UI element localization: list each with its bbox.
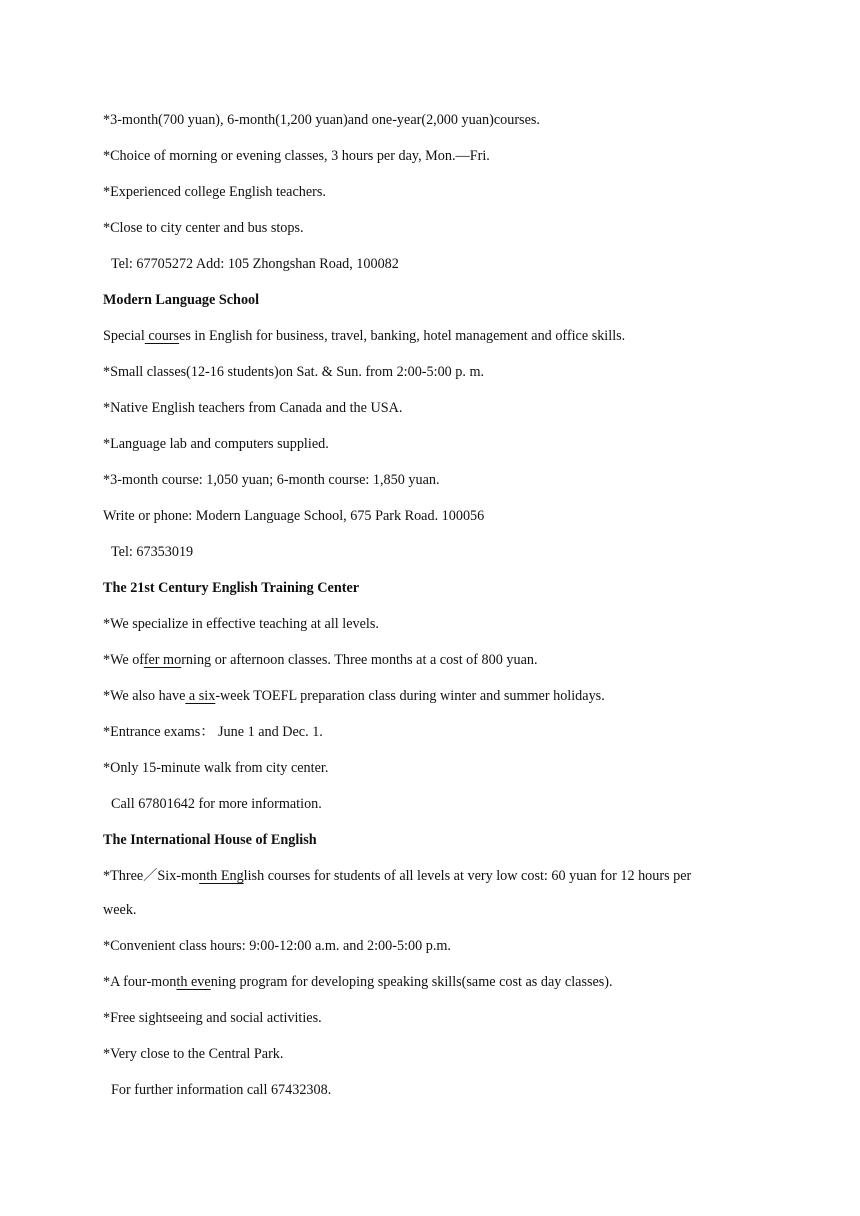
- course-bullet: *Small classes(12-16 students)on Sat. & Sun. from 2:00-5:00 p. m.: [103, 364, 485, 380]
- underlined-text: a six: [185, 688, 216, 704]
- bullet-text: *We also have: [103, 688, 186, 704]
- course-bullet: [103, 867, 691, 885]
- course-bullet: *Language lab and computers supplied.: [103, 436, 329, 452]
- bullet-text: *A four-mon: [103, 974, 177, 990]
- course-bullet: *We specialize in effective teaching at all levels.: [103, 616, 379, 632]
- school-title: The International House of English: [103, 832, 317, 848]
- contact-line: Tel: 67353019: [111, 544, 194, 560]
- course-bullet: *Very close to the Central Park.: [103, 1046, 284, 1062]
- bullet-text: ning program for developing speaking skills(same cost as day classes).: [210, 974, 613, 990]
- course-bullet: *Entrance exams： June 1 and Dec. 1.: [103, 724, 323, 740]
- school-title: Modern Language School: [103, 292, 260, 308]
- school-intro: [103, 327, 625, 345]
- course-bullet: *3-month(700 yuan), 6-month(1,200 yuan)and one-year(2,000 yuan)courses.: [103, 112, 540, 128]
- bullet-text: -week TOEFL preparation class during winter and summer holidays.: [215, 688, 605, 704]
- contact-line: For further information call 67432308.: [111, 1082, 332, 1098]
- course-bullet: [103, 973, 613, 991]
- bullet-text: rning or afternoon classes. Three months at a cost of 800 yuan.: [181, 652, 538, 668]
- underlined-text: nth Eng: [199, 868, 244, 884]
- intro-text: Special: [103, 328, 145, 344]
- bullet-text: *Three／Six-mo: [103, 868, 200, 884]
- course-bullet: [103, 651, 538, 669]
- course-bullet: *Free sightseeing and social activities.: [103, 1010, 322, 1026]
- course-bullet: *Close to city center and bus stops.: [103, 220, 304, 236]
- bullet-text: lish courses for students of all levels at very low cost: 60 yuan for 12 hours per: [243, 868, 692, 884]
- school-title: The 21st Century English Training Center: [103, 580, 360, 596]
- bullet-text: *We of: [103, 652, 144, 668]
- contact-line: Call 67801642 for more information.: [111, 796, 322, 812]
- course-bullet: *Choice of morning or evening classes, 3 hours per day, Mon.—Fri.: [103, 148, 490, 164]
- contact-line: Tel: 67705272 Add: 105 Zhongshan Road, 100082: [111, 256, 399, 272]
- course-bullet: *3-month course: 1,050 yuan; 6-month course: 1,850 yuan.: [103, 472, 440, 488]
- course-bullet: *Convenient class hours: 9:00-12:00 a.m. and 2:00-5:00 p.m.: [103, 938, 451, 954]
- course-bullet: [103, 687, 605, 705]
- intro-text: es in English for business, travel, banking, hotel management and office skills.: [179, 328, 626, 344]
- underlined-text: fer mo: [143, 652, 182, 668]
- course-bullet-continuation: week.: [103, 902, 137, 918]
- underlined-text: cours: [144, 328, 180, 344]
- course-bullet: *Only 15-minute walk from city center.: [103, 760, 329, 776]
- contact-line: Write or phone: Modern Language School, 675 Park Road. 100056: [103, 508, 485, 524]
- underlined-text: th eve: [176, 974, 211, 990]
- course-bullet: *Native English teachers from Canada and the USA.: [103, 400, 403, 416]
- course-bullet: *Experienced college English teachers.: [103, 184, 326, 200]
